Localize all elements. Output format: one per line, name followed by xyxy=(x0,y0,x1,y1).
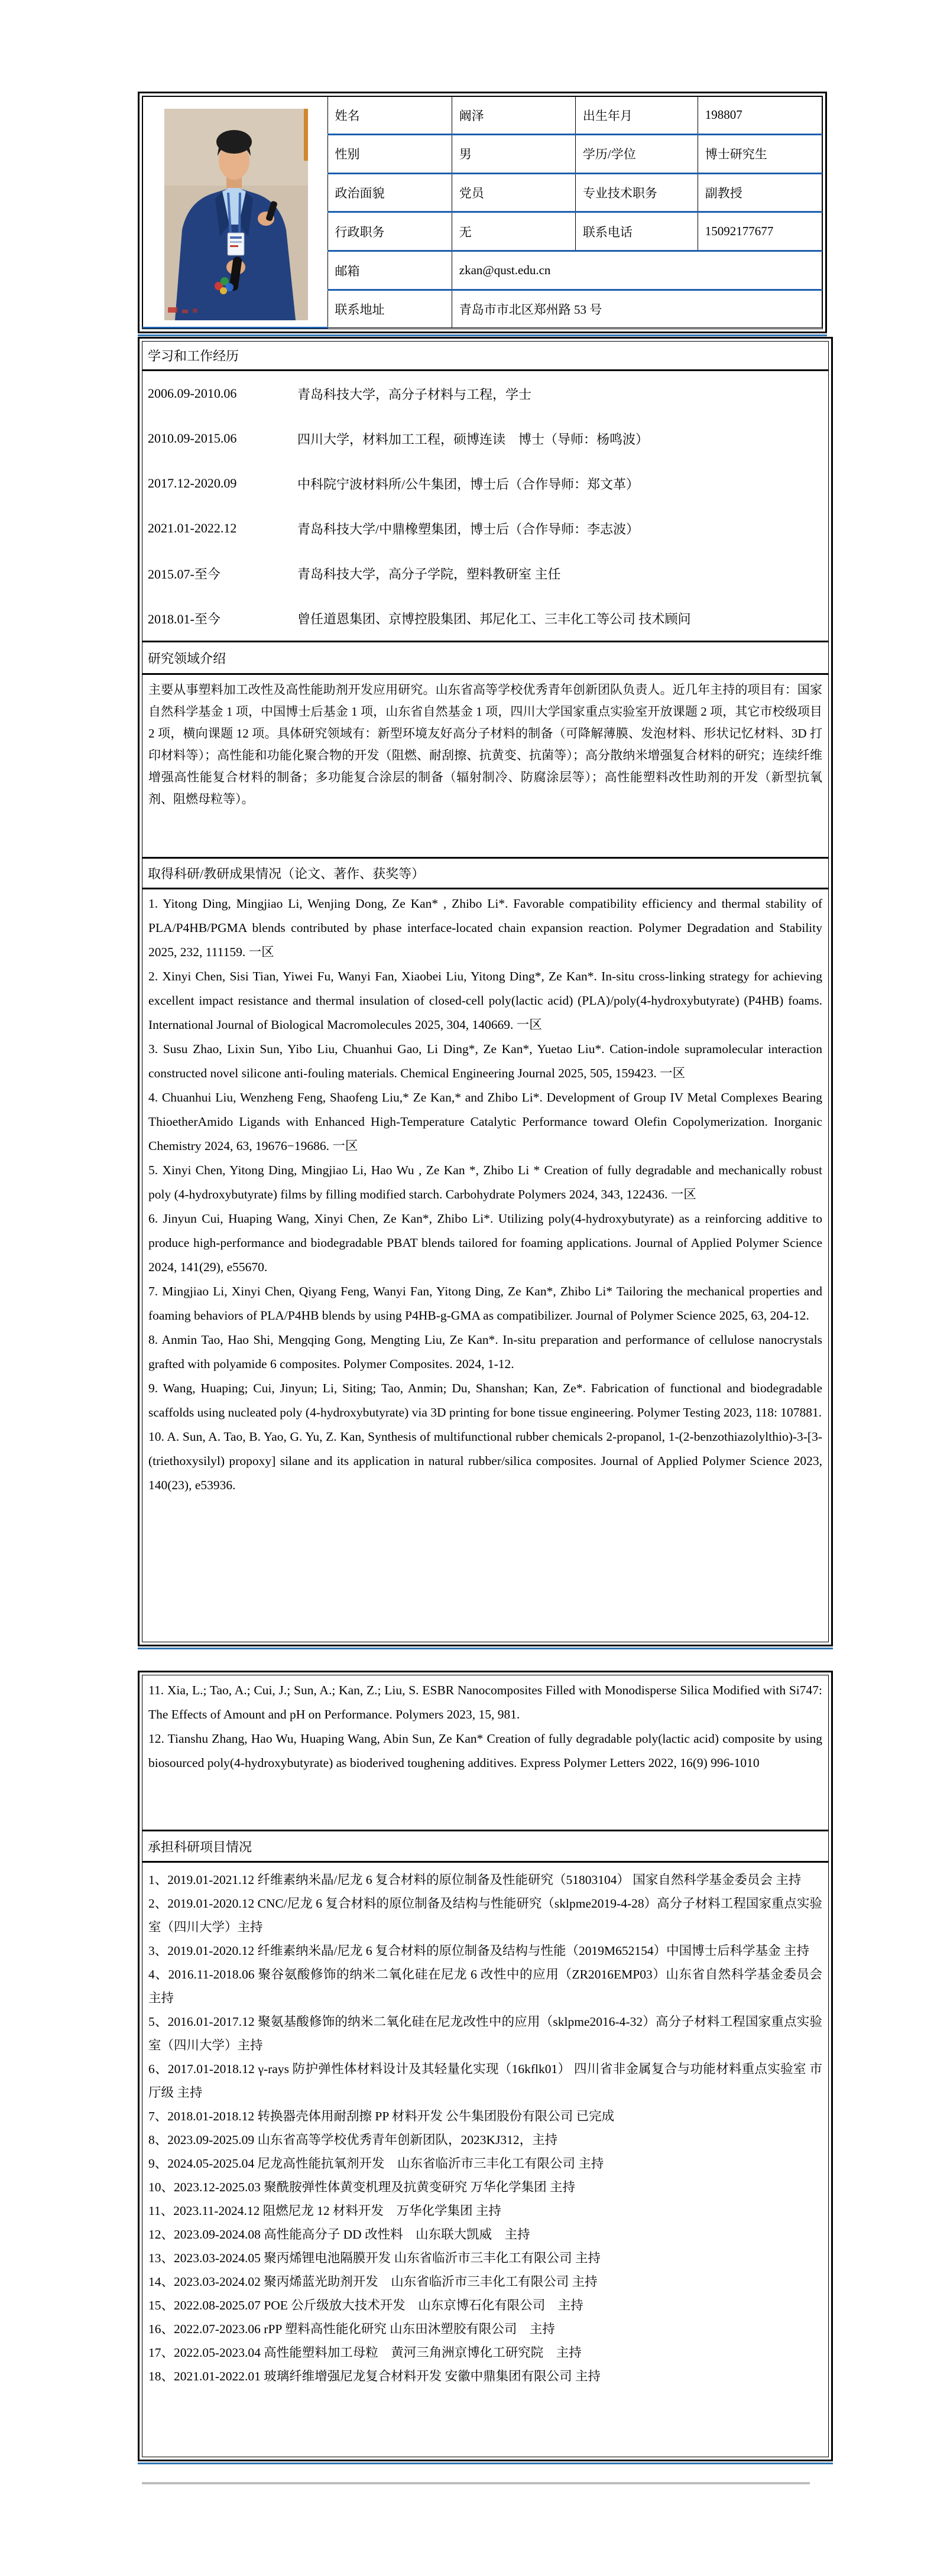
project-item: 4、2016.11-2018.06 聚谷氨酸修饰的纳米二氧化硅在尼龙 6 改性中的应用（ZR2016EMP03）山东省自然科学基金委员会 主持 xyxy=(148,1967,822,2005)
profile-info-table xyxy=(138,92,827,333)
publication-list-continued xyxy=(142,1675,828,1830)
publication-item: 8. Anmin Tao, Hao Shi, Mengqing Gong, Mengting Liu, Ze Kan*. In-situ preparation and performance of cellulose nanocrystals grafted with polyamide 6 composites. Polymer Composites. 2024, 1-12. xyxy=(148,1333,822,1371)
field-value-degree: 博士研究生 xyxy=(698,134,822,173)
section-title: 研究领域介绍 xyxy=(148,651,226,666)
experience-row xyxy=(142,596,828,641)
publication-item: 5. Xinyi Chen, Yitong Ding, Mingjiao Li, Hao Wu , Ze Kan *, Zhibo Li * Creation of fully degradable and mechanically robust poly (4-hydroxybutyrate) films by filling modified starch. Carbohydrate Polymers 2024, 343, 122436. 一区 xyxy=(148,1163,822,1201)
field-label-party: 政治面貌 xyxy=(327,173,452,212)
project-item: 1、2019.01-2021.12 纤维素纳米晶/尼龙 6 复合材料的原位制备及性能研究（51803104） 国家自然科学基金委员会 主持 xyxy=(148,1873,802,1887)
section-header-achievements xyxy=(142,857,828,889)
project-item: 11、2023.11-2024.12 阻燃尼龙 12 材料开发 万华化学集团 主持 xyxy=(148,2204,501,2218)
section-title: 取得科研/教研成果情况（论文、著作、获奖等） xyxy=(148,866,425,881)
section-header-projects xyxy=(142,1830,828,1863)
field-label-admin: 行政职务 xyxy=(327,212,452,251)
section-header-experience xyxy=(142,342,828,371)
project-item: 8、2023.09-2025.09 山东省高等学校优秀青年创新团队，2023KJ312，主持 xyxy=(148,2133,558,2147)
project-item: 7、2018.01-2018.12 转换器壳体用耐刮擦 PP 材料开发 公牛集团股份有限公司 已完成 xyxy=(148,2109,615,2123)
field-value-address: 青岛市市北区郑州路 53 号 xyxy=(452,290,822,328)
field-value-birth: 198807 xyxy=(698,97,822,135)
project-item: 16、2022.07-2023.06 rPP 塑料高性能化研究 山东田沐塑胶有限公司 主持 xyxy=(148,2322,555,2336)
experience-detail: 中科院宁波材料所/公牛集团，博士后（合作导师：郑文革） xyxy=(297,476,640,492)
field-value-name: 阚泽 xyxy=(452,97,575,135)
project-item: 14、2023.03-2024.02 聚丙烯蓝光助剂开发 山东省临沂市三丰化工有限公司 主持 xyxy=(148,2275,598,2289)
project-list xyxy=(142,1863,828,2457)
experience-row xyxy=(142,371,828,416)
profile-photo-cell xyxy=(143,97,328,328)
publication-item: 12. Tianshu Zhang, Hao Wu, Huaping Wang, Abin Sun, Ze Kan* Creation of fully degradable poly(lactic acid) composite by using biosourced poly(4-hydroxybutyrate) as bioderived toughening additives. Express Polymer Letters 2022, 16(9) 996-1010 xyxy=(148,1732,822,1770)
experience-detail: 曾任道恩集团、京博控股集团、邦尼化工、三丰化工等公司 技术顾问 xyxy=(297,611,691,626)
project-item: 18、2021.01-2022.01 玻璃纤维增强尼龙复合材料开发 安徽中鼎集团有限公司 主持 xyxy=(148,2369,601,2383)
field-label-address: 联系地址 xyxy=(327,290,452,328)
field-label-title: 专业技术职务 xyxy=(575,173,698,212)
publication-item: 10. A. Sun, A. Tao, B. Yao, G. Yu, Z. Kan, Synthesis of multifunctional rubber chemicals 2-propanol, 1-(2-benzothiazolylthio)-3-[3-(triethoxysilyl) propoxy] silane and its application in natural rubber/silica composites. Journal of Applied Polymer Science 2023, 140(23), e53936. xyxy=(148,1430,822,1492)
experience-detail: 青岛科技大学，高分子材料与工程，学士 xyxy=(297,386,532,402)
experience-row xyxy=(142,461,828,506)
main-sections-table xyxy=(138,337,833,1646)
project-item: 17、2022.05-2023.04 高性能塑料加工母粒 黄河三角洲京博化工研究院 主持 xyxy=(148,2346,582,2360)
experience-period: 2010.09-2015.06 xyxy=(148,431,237,446)
project-item: 3、2019.01-2020.12 纤维素纳米晶/尼龙 6 复合材料的原位制备及结构与性能（2019M652154）中国博士后科学基金 主持 xyxy=(148,1944,810,1958)
section-title: 承担科研项目情况 xyxy=(148,1839,252,1854)
experience-row xyxy=(142,551,828,596)
field-value-party: 党员 xyxy=(452,173,575,212)
project-item: 13、2023.03-2024.05 聚丙烯锂电池隔膜开发 山东省临沂市三丰化工有限公司 主持 xyxy=(148,2251,601,2265)
project-item: 10、2023.12-2025.03 聚酰胺弹性体黄变机理及抗黄变研究 万华化学集团 主持 xyxy=(148,2180,576,2194)
experience-period: 2021.01-2022.12 xyxy=(148,521,237,535)
field-label-degree: 学历/学位 xyxy=(575,134,698,173)
field-label-email: 邮箱 xyxy=(327,251,452,290)
experience-detail: 四川大学，材料加工工程，硕博连读 博士（导师：杨鸣波） xyxy=(297,431,649,447)
field-value-phone: 15092177677 xyxy=(698,212,822,251)
field-label-gender: 性别 xyxy=(327,134,452,173)
publication-item: 11. Xia, L.; Tao, A.; Cui, J.; Sun, A.; Kan, Z.; Liu, S. ESBR Nanocomposites Filled with Monodisperse Silica Modified with Si747: The Effects of Amount and pH on Performance. Polymers 2023, 15, 981. xyxy=(148,1683,822,1721)
field-value-gender: 男 xyxy=(452,134,575,173)
experience-row xyxy=(142,416,828,461)
experience-period: 2015.07-至今 xyxy=(148,566,220,582)
project-item: 15、2022.08-2025.07 POE 公斤级放大技术开发 山东京博石化有限公司 主持 xyxy=(148,2298,583,2312)
project-item: 6、2017.01-2018.12 γ-rays 防护弹性体材料设计及其轻量化实现（16kflk01） 四川省非金属复合与功能材料重点实验室 市厅级 主持 xyxy=(148,2062,822,2100)
publication-item: 2. Xinyi Chen, Sisi Tian, Yiwei Fu, Wanyi Fan, Xiaobei Liu, Yitong Ding*, Ze Kan*. In-situ cross-linking strategy for achieving excellent impact resistance and thermal insulation of closed-cell poly(lactic acid) (PLA)/poly(4-hydroxybutyrate) (P4HB) foams. International Journal of Biological Macromolecules 2025, 304, 140669. 一区 xyxy=(148,969,822,1032)
experience-detail: 青岛科技大学，高分子学院，塑料教研室 主任 xyxy=(297,566,561,582)
publication-list xyxy=(142,889,828,1642)
experience-period: 2017.12-2020.09 xyxy=(148,476,237,490)
profile-row xyxy=(143,97,822,135)
research-field-paragraph: 主要从事塑料加工改性及高性能助剂开发应用研究。山东省高等学校优秀青年创新团队负责人。近几年主持的项目有：国家自然科学基金 1 项，中国博士后基金 1 项，山东省自然基金 1 项，四川大学国家重点实验室开放课题 2 项，其它市校级项目 2 项，横向课题 12 项。具体研究领域有：新型环境友好高分子材料的制备（可降解薄膜、发泡材料、形状记忆材料、3D 打印材料等）；高性能和功能化聚合物的开发（阻燃、耐刮擦、抗黄变、抗菌等）；高分散纳米增强复合材料的研究；连续纤维增强高性能复合材料的制备；多功能复合涂层的制备（辐射制冷、防腐涂层等）；高性能塑料改性助剂的开发（新型抗氧剂、阻燃母粒等）。 xyxy=(148,683,822,806)
experience-list xyxy=(142,371,828,641)
footer-divider-line xyxy=(142,2482,810,2484)
experience-period: 2018.01-至今 xyxy=(148,611,220,626)
field-label-phone: 联系电话 xyxy=(575,212,698,251)
publication-item: 3. Susu Zhao, Lixin Sun, Yibo Liu, Chuanhui Gao, Li Ding*, Ze Kan*, Yuetao Liu*. Cation-indole supramolecular interaction constructed novel silicone anti-fouling materials. Chemical Engineering Journal 2025, 505, 159423. 一区 xyxy=(148,1042,822,1080)
project-item: 12、2023.09-2024.08 高性能高分子 DD 改性料 山东联大凯威 主持 xyxy=(148,2227,530,2242)
field-value-title: 副教授 xyxy=(698,173,822,212)
field-value-email: zkan@qust.edu.cn xyxy=(452,251,822,290)
publication-item: 1. Yitong Ding, Mingjiao Li, Wenjing Dong, Ze Kan* , Zhibo Li*. Favorable compatibility efficiency and thermal stability of PLA/P4HB/PGMA blends contributed by phase interface-located chain expansion reaction. Polymer Degradation and Stability 2025, 232, 111159. 一区 xyxy=(148,896,822,959)
field-value-admin: 无 xyxy=(452,212,575,251)
project-item: 2、2019.01-2020.12 CNC/尼龙 6 复合材料的原位制备及结构与性能研究（sklpme2019-4-28）高分子材料工程国家重点实验室（四川大学）主持 xyxy=(148,1896,822,1934)
profile-photo xyxy=(164,109,308,320)
section-header-research xyxy=(142,641,828,675)
publication-item: 6. Jinyun Cui, Huaping Wang, Xinyi Chen, Ze Kan*, Zhibo Li*. Utilizing poly(4-hydroxybutyrate) as a reinforcing additive to produce high-performance and biodegradable PBAT blends tailored for foaming applications. Journal of Applied Polymer Science 2024, 141(29), e55670. xyxy=(148,1211,822,1274)
experience-detail: 青岛科技大学/中鼎橡塑集团，博士后（合作导师：李志波） xyxy=(297,521,640,537)
field-label-name: 姓名 xyxy=(327,97,452,135)
field-label-birth: 出生年月 xyxy=(575,97,698,135)
continued-sections-table xyxy=(138,1671,833,2461)
experience-period: 2006.09-2010.06 xyxy=(148,386,237,401)
publication-item: 9. Wang, Huaping; Cui, Jinyun; Li, Siting; Tao, Anmin; Du, Shanshan; Kan, Ze*. Fabrication of functional and biodegradable scaffolds using nucleated poly (4-hydroxybutyrate) via 3D printing for bone tissue engineering. Polymer Testing 2023, 118: 107881. xyxy=(148,1381,822,1419)
section-title: 学习和工作经历 xyxy=(148,349,239,363)
project-item: 5、2016.01-2017.12 聚氨基酸修饰的纳米二氧化硅在尼龙改性中的应用（sklpme2016-4-32）高分子材料工程国家重点实验室（四川大学）主持 xyxy=(148,2015,822,2052)
experience-row xyxy=(142,506,828,551)
publication-item: 4. Chuanhui Liu, Wenzheng Feng, Shaofeng Liu,* Ze Kan,* and Zhibo Li*. Development of Group IV Metal Complexes Bearing ThioetherAmido Ligands with Enhanced High-Temperature Catalytic Performance toward Olefin Copolymerization. Inorganic Chemistry 2024, 63, 19676−19686. 一区 xyxy=(148,1090,822,1153)
project-item: 9、2024.05-2025.04 尼龙高性能抗氧剂开发 山东省临沂市三丰化工有限公司 主持 xyxy=(148,2156,604,2171)
publication-item: 7. Mingjiao Li, Xinyi Chen, Qiyang Feng, Wanyi Fan, Yitong Ding, Ze Kan*, Zhibo Li* Tailoring the mechanical properties and foaming behaviors of PLA/P4HB blends by using P4HB-g-GMA as compatibilizer. Journal of Polymer Science 2025, 63, 204-12. xyxy=(148,1284,822,1323)
